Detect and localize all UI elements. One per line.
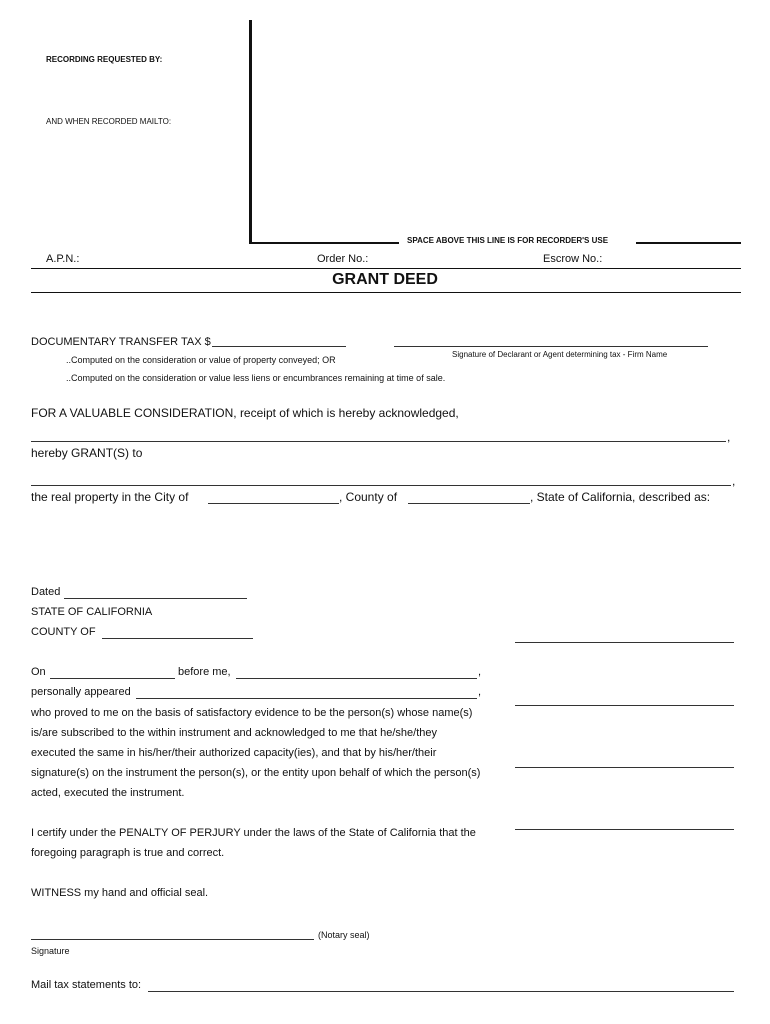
property-prefix: the real property in the City of <box>31 490 189 504</box>
tax-option-2: ..Computed on the consideration or value less liens or encumbrances remaining at time of sale. <box>66 373 446 383</box>
city-field[interactable] <box>208 502 339 504</box>
grantor-signature-line[interactable] <box>515 766 734 768</box>
declarant-signature-caption: Signature of Declarant or Agent determining tax - Firm Name <box>452 350 668 359</box>
dated-label: Dated <box>31 586 61 598</box>
grantee-line[interactable] <box>31 484 731 486</box>
notary-paragraph-line: signature(s) on the instrument the person(s), or the entity upon behalf of which the person(s) <box>31 767 481 779</box>
mail-to-label: AND WHEN RECORDED MAILTO: <box>46 117 172 126</box>
dated-field[interactable] <box>64 597 247 599</box>
before-me-label: before me, <box>178 666 231 678</box>
notary-paragraph-line: is/are subscribed to the within instrument and acknowledged to me that he/she/they <box>31 727 438 739</box>
grantor-signature-line[interactable] <box>515 704 734 706</box>
declarant-signature-line[interactable] <box>394 345 708 347</box>
grantee-line-comma: , <box>732 474 736 488</box>
grants-to-text: hereby GRANT(S) to <box>31 446 143 460</box>
transfer-tax-amount-field[interactable] <box>212 345 346 347</box>
grantor-line[interactable] <box>31 440 726 442</box>
grantor-line-comma: , <box>727 430 731 444</box>
notary-paragraph-line: executed the same in his/her/their authorized capacity(ies), and that by his/her/their <box>31 747 437 759</box>
witness-text: WITNESS my hand and official seal. <box>31 887 209 899</box>
signature-label: Signature <box>31 946 70 956</box>
recording-requested-by-label: RECORDING REQUESTED BY: <box>46 55 163 64</box>
apn-label: A.P.N.: <box>46 253 80 265</box>
title-underline <box>31 292 741 293</box>
perjury-line: I certify under the PENALTY OF PERJURY under the laws of the State of California that the <box>31 827 476 839</box>
personally-appeared-comma: , <box>478 686 482 698</box>
before-me-comma: , <box>478 666 482 678</box>
escrow-no-label: Escrow No.: <box>543 253 603 265</box>
notary-paragraph-line: who proved to me on the basis of satisfactory evidence to be the person(s) whose name(s) <box>31 707 473 719</box>
order-no-label: Order No.: <box>317 253 369 265</box>
page-title: GRANT DEED <box>332 271 438 288</box>
state-label: , State of California, described as: <box>530 490 711 504</box>
grantor-signature-line[interactable] <box>515 641 734 643</box>
header-divider-left <box>249 242 399 244</box>
notary-seal-label: (Notary seal) <box>318 930 370 940</box>
mail-tax-label: Mail tax statements to: <box>31 979 142 991</box>
county-of-label: COUNTY OF <box>31 626 96 638</box>
county-label: , County of <box>339 490 398 504</box>
tax-option-1: ..Computed on the consideration or value of property conveyed; OR <box>66 355 336 365</box>
header-divider-right <box>636 242 741 244</box>
meta-underline <box>31 268 741 269</box>
county-field[interactable] <box>408 502 530 504</box>
header-vertical-divider <box>249 20 252 244</box>
notary-signature-line[interactable] <box>31 938 314 940</box>
grantor-signature-line[interactable] <box>515 828 734 830</box>
recorders-use-label: SPACE ABOVE THIS LINE IS FOR RECORDER'S USE <box>407 236 609 245</box>
personally-appeared-label: personally appeared <box>31 686 131 698</box>
mail-tax-field[interactable] <box>148 990 734 992</box>
consideration-text: FOR A VALUABLE CONSIDERATION, receipt of which is hereby acknowledged, <box>31 406 459 420</box>
notary-name-field[interactable] <box>236 677 477 679</box>
on-label: On <box>31 666 46 678</box>
notary-county-field[interactable] <box>102 637 253 639</box>
transfer-tax-label: DOCUMENTARY TRANSFER TAX $ <box>31 336 211 348</box>
personally-appeared-field[interactable] <box>136 697 477 699</box>
on-date-field[interactable] <box>50 677 175 679</box>
state-of-california-label: STATE OF CALIFORNIA <box>31 606 153 618</box>
notary-paragraph-line: acted, executed the instrument. <box>31 787 185 799</box>
perjury-line: foregoing paragraph is true and correct. <box>31 847 225 859</box>
